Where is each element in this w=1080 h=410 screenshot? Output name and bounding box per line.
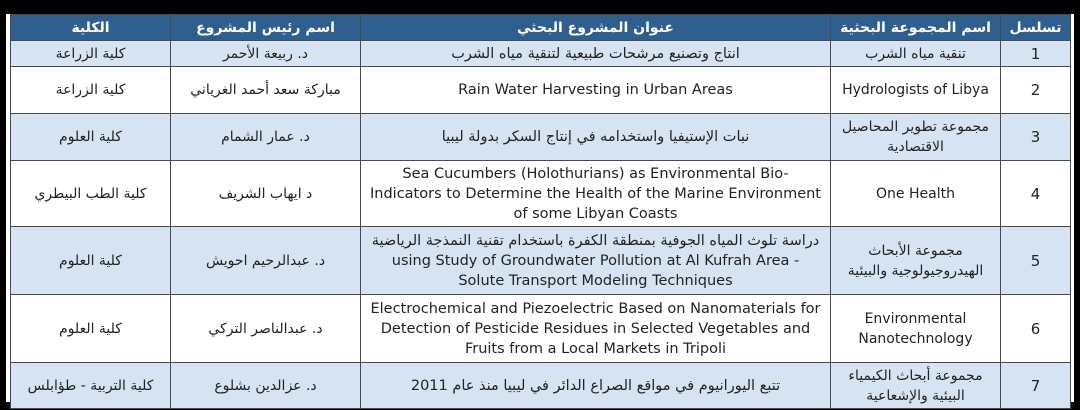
header-group: اسم المجموعة البحثية bbox=[831, 15, 1001, 41]
research-projects-table bbox=[10, 14, 1071, 409]
title-cell: Electrochemical and Piezoelectric Based on Nanomaterials for Detection of Pesticide Residues in Selected Vegetables and Fruits from a Local Markets in Tripoli bbox=[361, 295, 831, 363]
faculty-cell: كلية الزراعة bbox=[11, 67, 171, 114]
header-row bbox=[11, 15, 1071, 41]
title-cell: تتبع اليورانيوم في مواقع الصراع الدائر في ليبيا منذ عام 2011 bbox=[361, 363, 831, 409]
supervisor-cell: د ايهاب الشريف bbox=[171, 161, 361, 227]
header-serial: تسلسل bbox=[1001, 15, 1071, 41]
faculty-cell: كلية العلوم bbox=[11, 114, 171, 161]
header-faculty: الكلية bbox=[11, 15, 171, 41]
table-row bbox=[11, 161, 1071, 227]
table-row bbox=[11, 295, 1071, 363]
research-projects-table-frame bbox=[6, 14, 1074, 402]
group-cell: تنقية مياه الشرب bbox=[831, 41, 1001, 67]
serial-cell: 1 bbox=[1001, 41, 1071, 67]
supervisor-cell: د. عمار الشمام bbox=[171, 114, 361, 161]
table-row bbox=[11, 114, 1071, 161]
supervisor-cell: مباركة سعد أحمد الغرياني bbox=[171, 67, 361, 114]
supervisor-cell: د. عبدالناصر التركي bbox=[171, 295, 361, 363]
faculty-cell: كلية الزراعة bbox=[11, 41, 171, 67]
faculty-cell: كلية العلوم bbox=[11, 295, 171, 363]
header-title: عنوان المشروع البحثي bbox=[361, 15, 831, 41]
serial-cell: 6 bbox=[1001, 295, 1071, 363]
title-cell: Rain Water Harvesting in Urban Areas bbox=[361, 67, 831, 114]
group-cell: مجموعة أبحاث الكيمياء البيئية والإشعاعية bbox=[831, 363, 1001, 409]
table-row bbox=[11, 41, 1071, 67]
group-cell: One Health bbox=[831, 161, 1001, 227]
table-row bbox=[11, 67, 1071, 114]
group-cell: Environmental Nanotechnology bbox=[831, 295, 1001, 363]
supervisor-cell: د. عزالدين بشلوع bbox=[171, 363, 361, 409]
faculty-cell: كلية الطب البيطري bbox=[11, 161, 171, 227]
header-supervisor: اسم رئيس المشروع bbox=[171, 15, 361, 41]
faculty-cell: كلية العلوم bbox=[11, 227, 171, 295]
serial-cell: 4 bbox=[1001, 161, 1071, 227]
title-cell: Sea Cucumbers (Holothurians) as Environmental Bio-Indicators to Determine the Health of the Marine Environment of some Libyan Coasts bbox=[361, 161, 831, 227]
title-cell: دراسة تلوث المياه الجوفية بمنطقة الكفرة باستخدام تقنية النمذجة الرياضية - using Study of Groundwater Pollution at Al Kufrah Area Solute Transport Modeling Techniques bbox=[361, 227, 831, 295]
faculty-cell: كلية التربية - طؤابلس bbox=[11, 363, 171, 409]
group-cell: Hydrologists of Libya bbox=[831, 67, 1001, 114]
serial-cell: 3 bbox=[1001, 114, 1071, 161]
group-cell: مجموعة تطوير المحاصيل الاقتصادية bbox=[831, 114, 1001, 161]
table-row bbox=[11, 363, 1071, 409]
serial-cell: 7 bbox=[1001, 363, 1071, 409]
table-row bbox=[11, 227, 1071, 295]
group-cell: مجموعة الأبحاث الهيدروجيولوجية والبيئية bbox=[831, 227, 1001, 295]
serial-cell: 2 bbox=[1001, 67, 1071, 114]
serial-cell: 5 bbox=[1001, 227, 1071, 295]
title-cell: انتاج وتصنيع مرشحات طبيعية لتنقية مياه الشرب bbox=[361, 41, 831, 67]
supervisor-cell: د. عبدالرحيم احويش bbox=[171, 227, 361, 295]
supervisor-cell: د. ربيعة الأحمر bbox=[171, 41, 361, 67]
title-cell: نبات الإستيفيا واستخدامه في إنتاج السكر بدولة ليبيا bbox=[361, 114, 831, 161]
